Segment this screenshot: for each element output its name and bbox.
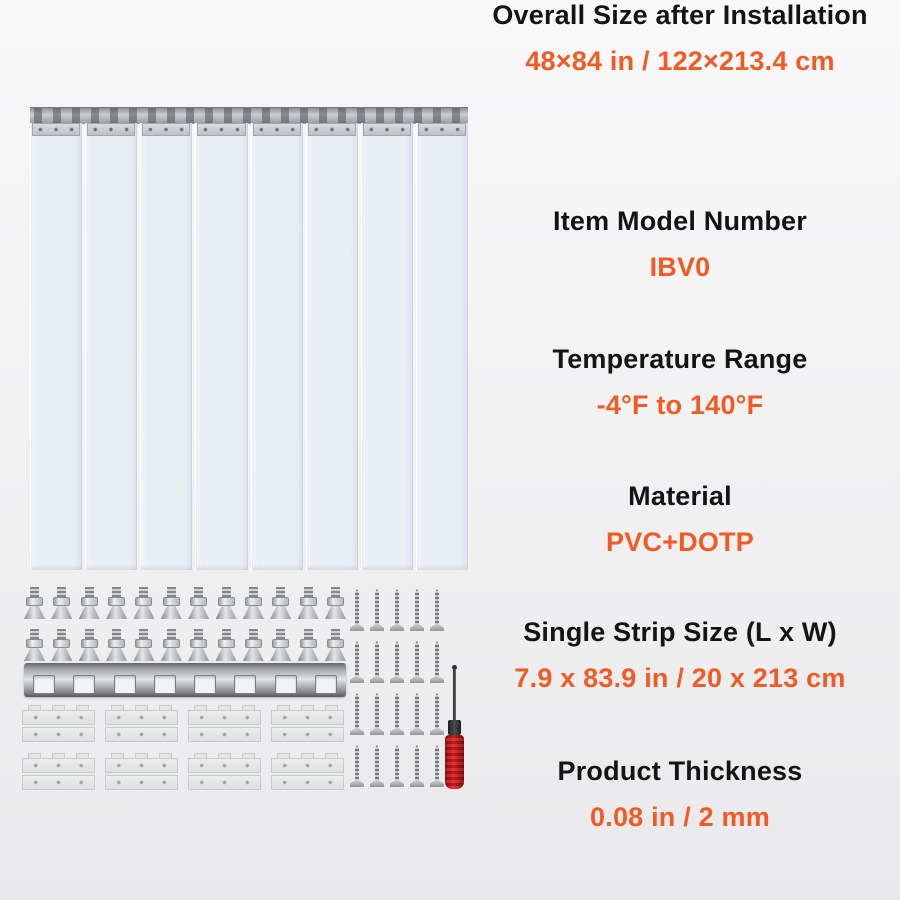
stud-cap bbox=[190, 639, 207, 648]
hanger-stud bbox=[325, 587, 346, 623]
screw-head bbox=[370, 727, 384, 735]
spec-value: IBV0 bbox=[649, 252, 711, 282]
screw-shaft bbox=[435, 589, 439, 624]
strip-top-bracket bbox=[363, 123, 411, 136]
spec-single-strip-size bbox=[462, 617, 898, 694]
stud-cap bbox=[218, 597, 235, 606]
spec-item-model-number bbox=[462, 206, 898, 283]
rail-slot bbox=[33, 675, 55, 694]
spec-label: Material bbox=[628, 481, 732, 511]
screw-shaft bbox=[395, 693, 399, 728]
screw bbox=[390, 589, 404, 631]
hanger-stud bbox=[24, 587, 45, 623]
stud-cap bbox=[218, 639, 235, 648]
stud-base bbox=[298, 606, 319, 619]
screw-head bbox=[430, 779, 444, 787]
screw-head bbox=[410, 675, 424, 683]
bracket-tabs bbox=[271, 753, 344, 758]
bracket-tab bbox=[277, 753, 290, 758]
screw-head bbox=[370, 675, 384, 683]
rail-slot bbox=[234, 675, 256, 694]
mounting-rail-bar bbox=[24, 663, 346, 697]
bracket-plate bbox=[105, 775, 178, 790]
hardware-kit bbox=[22, 585, 478, 815]
stud-base bbox=[51, 648, 72, 661]
hanger-stud bbox=[325, 629, 346, 665]
bracket-plate bbox=[22, 758, 95, 773]
stud-cap bbox=[327, 639, 344, 648]
curtain-strip bbox=[251, 123, 303, 570]
curtain-strips bbox=[30, 123, 468, 570]
stud-base bbox=[133, 648, 154, 661]
spec-label: Overall Size after Installation bbox=[492, 0, 868, 30]
bracket-tab bbox=[135, 753, 148, 758]
spec-value: 48×84 in / 122×213.4 cm bbox=[525, 46, 835, 76]
hanger-stud bbox=[188, 629, 209, 665]
wall-bracket bbox=[188, 705, 261, 745]
stud-cap bbox=[108, 639, 125, 648]
bracket-tab bbox=[242, 705, 255, 710]
stud-base bbox=[133, 606, 154, 619]
strip-top-bracket bbox=[87, 123, 135, 136]
stud-base bbox=[106, 648, 127, 661]
curtain-hanging-rail bbox=[30, 107, 468, 124]
hanger-stud bbox=[161, 629, 182, 665]
stud-cap bbox=[327, 597, 344, 606]
bracket-tab bbox=[325, 753, 338, 758]
spec-value: PVC+DOTP bbox=[606, 527, 754, 557]
hanger-stud bbox=[133, 587, 154, 623]
spec-label: Single Strip Size (L x W) bbox=[523, 617, 837, 647]
bracket-plate bbox=[271, 758, 344, 773]
rail-slot bbox=[194, 675, 216, 694]
screw bbox=[370, 589, 384, 631]
stud-cap bbox=[26, 639, 43, 648]
screw-shaft bbox=[355, 641, 359, 676]
strip-top-bracket bbox=[32, 123, 80, 136]
bracket-tab bbox=[325, 705, 338, 710]
spec-value: 0.08 in / 2 mm bbox=[590, 802, 770, 832]
stud-cap bbox=[26, 597, 43, 606]
stud-base bbox=[216, 648, 237, 661]
bracket-tab bbox=[301, 753, 314, 758]
strip-top-bracket bbox=[308, 123, 356, 136]
stud-base bbox=[188, 648, 209, 661]
hanger-stud bbox=[243, 587, 264, 623]
bracket-tab bbox=[111, 705, 124, 710]
stud-cap bbox=[190, 597, 207, 606]
stud-cap bbox=[300, 639, 317, 648]
screw-shaft bbox=[395, 589, 399, 624]
bracket-tabs bbox=[188, 753, 261, 758]
bracket-tab bbox=[28, 753, 41, 758]
stud-base bbox=[243, 606, 264, 619]
bracket-plate bbox=[271, 710, 344, 725]
screw-shaft bbox=[395, 745, 399, 780]
stud-base bbox=[161, 648, 182, 661]
bracket-tab bbox=[28, 705, 41, 710]
bracket-plate bbox=[22, 727, 95, 742]
bracket-tab bbox=[277, 705, 290, 710]
hanger-stud bbox=[243, 629, 264, 665]
screw-head bbox=[350, 727, 364, 735]
stud-base bbox=[106, 606, 127, 619]
spec-overall-size bbox=[462, 0, 898, 77]
hanger-stud bbox=[51, 587, 72, 623]
screw-head bbox=[430, 623, 444, 631]
curtain-strip bbox=[30, 123, 82, 570]
rail-slot bbox=[154, 675, 176, 694]
bracket-plate bbox=[22, 775, 95, 790]
bracket-plate bbox=[188, 775, 261, 790]
bracket-plate bbox=[271, 775, 344, 790]
stud-base bbox=[298, 648, 319, 661]
rail-slot bbox=[275, 675, 297, 694]
bracket-tab bbox=[194, 753, 207, 758]
screw bbox=[410, 745, 424, 787]
stud-cap bbox=[245, 639, 262, 648]
screw-shaft bbox=[355, 745, 359, 780]
bracket-tabs bbox=[105, 753, 178, 758]
stud-row bbox=[24, 629, 346, 665]
stud-cap bbox=[108, 597, 125, 606]
curtain-strip bbox=[140, 123, 192, 570]
screw bbox=[370, 693, 384, 735]
bracket-tab bbox=[194, 705, 207, 710]
screw bbox=[430, 589, 444, 631]
screwdriver-handle bbox=[445, 735, 464, 789]
screw bbox=[410, 641, 424, 683]
wall-bracket bbox=[188, 753, 261, 793]
screw-head bbox=[430, 675, 444, 683]
screw-grid bbox=[350, 589, 454, 787]
strip-top-bracket bbox=[142, 123, 190, 136]
bracket-plate bbox=[22, 710, 95, 725]
hanger-stud bbox=[79, 629, 100, 665]
bracket-grid bbox=[22, 705, 352, 793]
spec-product-thickness bbox=[462, 756, 898, 833]
screw bbox=[370, 641, 384, 683]
screw-shaft bbox=[355, 693, 359, 728]
curtain-strip bbox=[85, 123, 137, 570]
screw-shaft bbox=[435, 745, 439, 780]
hanger-stud bbox=[161, 587, 182, 623]
screw-head bbox=[390, 623, 404, 631]
strip-top-bracket bbox=[418, 123, 466, 136]
bracket-tab bbox=[218, 753, 231, 758]
bracket-plate bbox=[105, 727, 178, 742]
stud-base bbox=[51, 606, 72, 619]
wall-bracket bbox=[22, 753, 95, 793]
stud-cap bbox=[163, 597, 180, 606]
bracket-tab bbox=[218, 705, 231, 710]
bracket-tabs bbox=[105, 705, 178, 710]
stud-row bbox=[24, 587, 346, 623]
bracket-tab bbox=[76, 705, 89, 710]
screw bbox=[430, 693, 444, 735]
rail-slot bbox=[114, 675, 136, 694]
bracket-tab bbox=[301, 705, 314, 710]
screw-head bbox=[390, 675, 404, 683]
spec-label: Product Thickness bbox=[557, 756, 803, 786]
spec-material bbox=[462, 481, 898, 558]
screw-head bbox=[410, 779, 424, 787]
screw bbox=[430, 641, 444, 683]
stud-base bbox=[79, 606, 100, 619]
screw-shaft bbox=[415, 693, 419, 728]
wall-bracket bbox=[105, 705, 178, 745]
screw bbox=[350, 641, 364, 683]
spec-value: -4°F to 140°F bbox=[596, 390, 764, 420]
bracket-plate bbox=[271, 727, 344, 742]
hanger-stud bbox=[270, 587, 291, 623]
stud-cap bbox=[272, 639, 289, 648]
stud-cap bbox=[53, 639, 70, 648]
spec-temperature-range bbox=[462, 344, 898, 421]
screw bbox=[410, 693, 424, 735]
stud-cap bbox=[272, 597, 289, 606]
hanger-stud bbox=[298, 587, 319, 623]
stud-base bbox=[161, 606, 182, 619]
stud-cap bbox=[135, 597, 152, 606]
screwdriver-shaft bbox=[453, 670, 456, 720]
screw-shaft bbox=[435, 641, 439, 676]
hanger-stud bbox=[216, 629, 237, 665]
screw-head bbox=[390, 727, 404, 735]
stud-base bbox=[24, 648, 45, 661]
bracket-tabs bbox=[22, 705, 95, 710]
bracket-plate bbox=[188, 727, 261, 742]
screw bbox=[430, 745, 444, 787]
screw-shaft bbox=[435, 693, 439, 728]
screw bbox=[390, 641, 404, 683]
screw bbox=[410, 589, 424, 631]
rail-slot bbox=[73, 675, 95, 694]
hanger-stud bbox=[106, 587, 127, 623]
stud-base bbox=[188, 606, 209, 619]
hanger-stud bbox=[106, 629, 127, 665]
bracket-tabs bbox=[188, 705, 261, 710]
bracket-tab bbox=[242, 753, 255, 758]
screw-head bbox=[410, 623, 424, 631]
curtain-strip bbox=[195, 123, 247, 570]
bracket-tab bbox=[159, 705, 172, 710]
hanger-stud bbox=[133, 629, 154, 665]
curtain-strip bbox=[306, 123, 358, 570]
screw bbox=[370, 745, 384, 787]
wall-bracket bbox=[271, 753, 344, 793]
screw-shaft bbox=[375, 589, 379, 624]
hanger-stud bbox=[24, 629, 45, 665]
stud-cap bbox=[81, 597, 98, 606]
stud-base bbox=[243, 648, 264, 661]
bracket-plate bbox=[105, 758, 178, 773]
spec-value: 7.9 x 83.9 in / 20 x 213 cm bbox=[514, 663, 846, 693]
screw-head bbox=[350, 675, 364, 683]
strip-top-bracket bbox=[197, 123, 245, 136]
stud-cap bbox=[163, 639, 180, 648]
screw-head bbox=[350, 779, 364, 787]
screw-head bbox=[370, 623, 384, 631]
bracket-plate bbox=[188, 710, 261, 725]
stud-cap bbox=[245, 597, 262, 606]
rail-slot bbox=[315, 675, 337, 694]
curtain-strip bbox=[361, 123, 413, 570]
stud-base bbox=[79, 648, 100, 661]
screw-shaft bbox=[355, 589, 359, 624]
hanger-stud bbox=[216, 587, 237, 623]
screw-head bbox=[410, 727, 424, 735]
screw-shaft bbox=[375, 745, 379, 780]
stud-base bbox=[24, 606, 45, 619]
hanger-stud bbox=[298, 629, 319, 665]
stud-base bbox=[270, 606, 291, 619]
spec-label: Temperature Range bbox=[552, 344, 808, 374]
stud-cap bbox=[53, 597, 70, 606]
hanger-stud bbox=[270, 629, 291, 665]
screw-shaft bbox=[375, 693, 379, 728]
wall-bracket bbox=[271, 705, 344, 745]
screw-head bbox=[370, 779, 384, 787]
stud-base bbox=[216, 606, 237, 619]
stud-base bbox=[270, 648, 291, 661]
screw-shaft bbox=[395, 641, 399, 676]
screw bbox=[390, 745, 404, 787]
stud-cap bbox=[135, 639, 152, 648]
bracket-tab bbox=[52, 705, 65, 710]
bracket-tabs bbox=[271, 705, 344, 710]
screw bbox=[350, 745, 364, 787]
wall-bracket bbox=[22, 705, 95, 745]
stud-cap bbox=[300, 597, 317, 606]
bracket-tab bbox=[135, 705, 148, 710]
screw-head bbox=[350, 623, 364, 631]
bracket-plate bbox=[188, 758, 261, 773]
stud-base bbox=[325, 648, 346, 661]
stud-base bbox=[325, 606, 346, 619]
bracket-tab bbox=[111, 753, 124, 758]
curtain-strip bbox=[416, 123, 468, 570]
bracket-tabs bbox=[22, 753, 95, 758]
bracket-plate bbox=[105, 710, 178, 725]
screw-head bbox=[430, 727, 444, 735]
wall-bracket bbox=[105, 753, 178, 793]
bracket-tab bbox=[76, 753, 89, 758]
hanger-stud bbox=[51, 629, 72, 665]
stud-cap bbox=[81, 639, 98, 648]
strip-top-bracket bbox=[253, 123, 301, 136]
screwdriver-collar bbox=[448, 720, 461, 735]
bracket-tab bbox=[52, 753, 65, 758]
hanger-stud bbox=[188, 587, 209, 623]
screw-head bbox=[390, 779, 404, 787]
screw bbox=[390, 693, 404, 735]
screw bbox=[350, 589, 364, 631]
screw-shaft bbox=[415, 641, 419, 676]
bracket-tab bbox=[159, 753, 172, 758]
screw-shaft bbox=[375, 641, 379, 676]
screw bbox=[350, 693, 364, 735]
hanger-stud bbox=[79, 587, 100, 623]
screw-shaft bbox=[415, 745, 419, 780]
screw-shaft bbox=[415, 589, 419, 624]
spec-label: Item Model Number bbox=[553, 206, 807, 236]
